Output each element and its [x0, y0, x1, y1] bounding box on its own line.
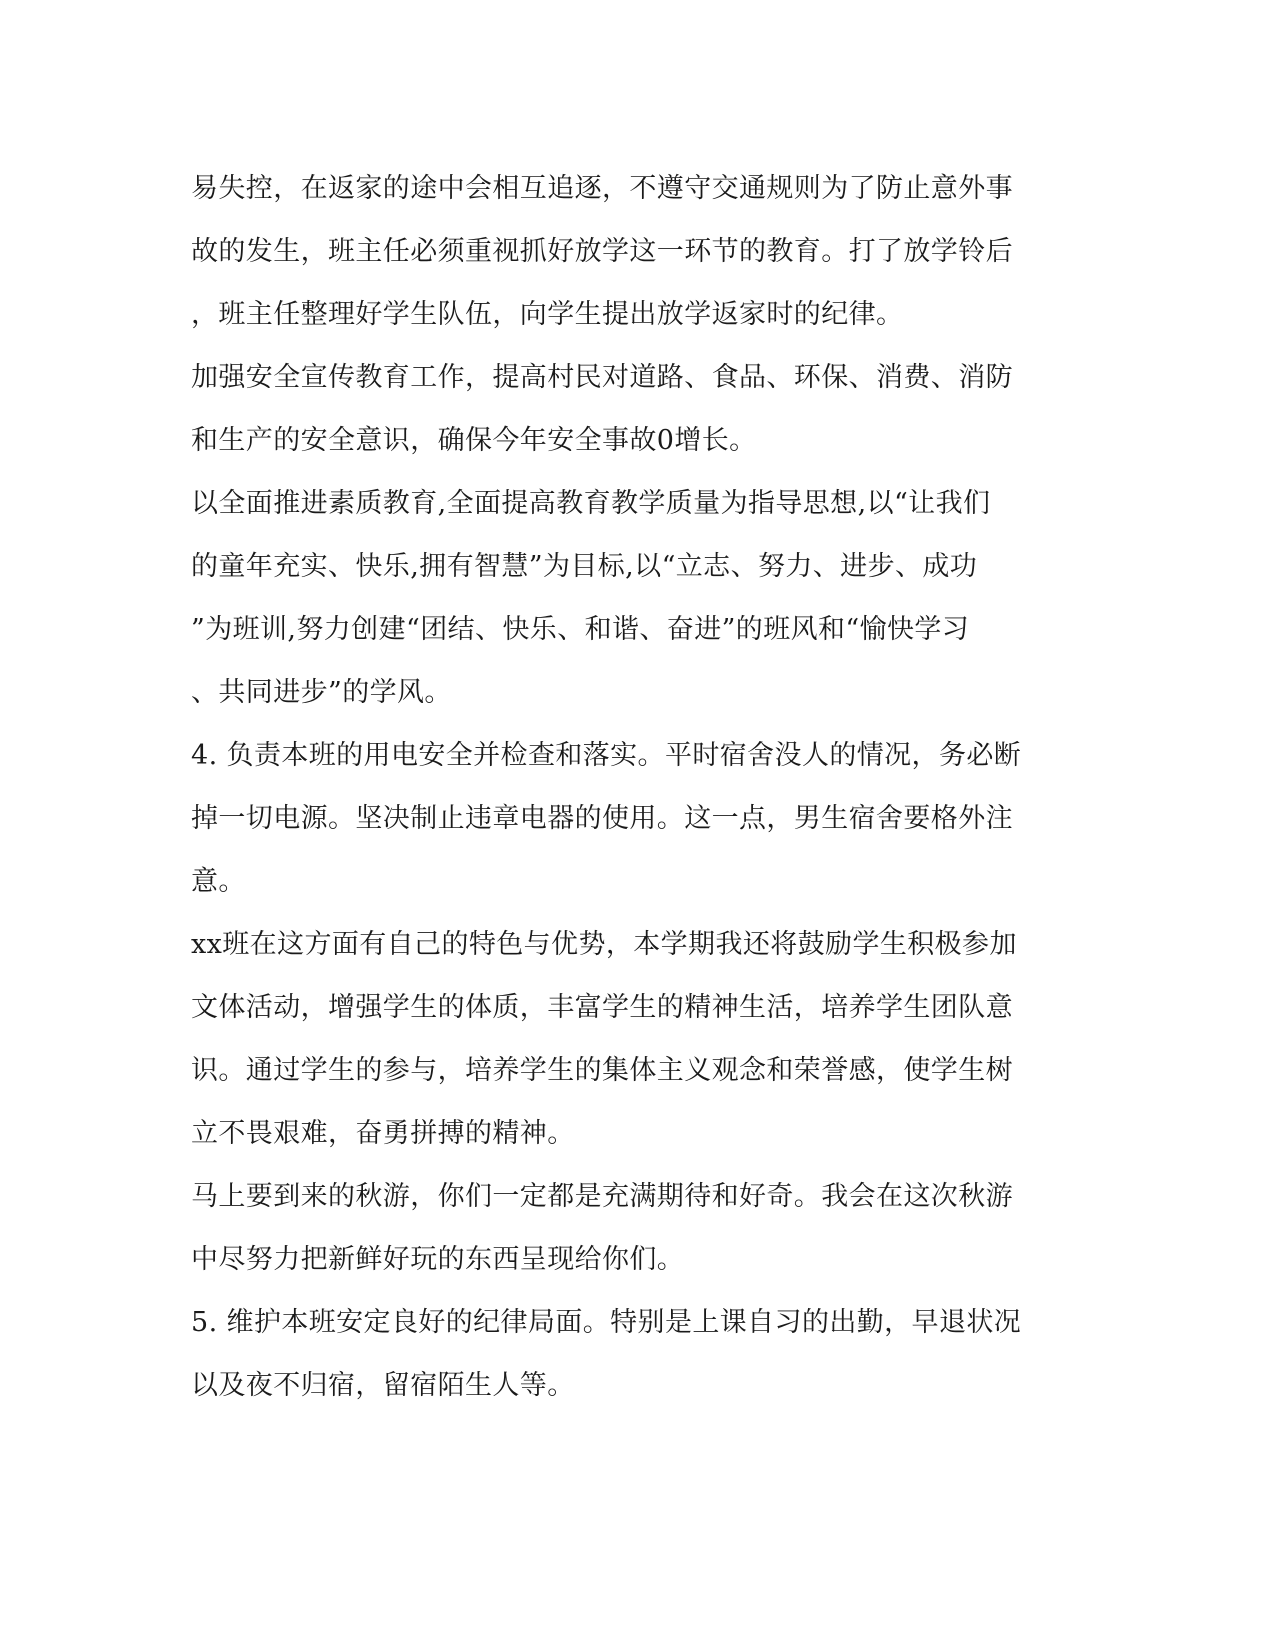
text-line: 易失控，在返家的途中会相互追逐，不遵守交通规则为了防止意外事 — [191, 173, 1013, 204]
text-line: 加强安全宣传教育工作，提高村民对道路、食品、环保、消费、消防 — [191, 362, 1013, 393]
text-line: 意。 — [191, 866, 246, 897]
paragraph-2 — [191, 346, 1071, 472]
text-line: xx班在这方面有自己的特色与优势，本学期我还将鼓励学生积极参加 — [191, 929, 1017, 960]
paragraph-5 — [191, 913, 1071, 1165]
text-line: 以全面推进素质教育,全面提高教育教学质量为指导思想,以“让我们 — [191, 488, 991, 519]
text-line: ，班主任整理好学生队伍，向学生提出放学返家时的纪律。 — [191, 299, 904, 330]
text-line: 马上要到来的秋游，你们一定都是充满期待和好奇。我会在这次秋游 — [191, 1181, 1013, 1212]
text-line: 立不畏艰难，奋勇拼搏的精神。 — [191, 1118, 575, 1149]
paragraph-3 — [191, 472, 1071, 724]
paragraph-4 — [191, 724, 1071, 913]
text-line: 和生产的安全意识，确保今年安全事故0增长。 — [191, 425, 757, 456]
paragraph-1 — [191, 157, 1071, 346]
text-line: 识。通过学生的参与，培养学生的集体主义观念和荣誉感，使学生树 — [191, 1055, 1013, 1086]
text-line: 5. 维护本班安定良好的纪律局面。特别是上课自习的出勤，早退状况 — [191, 1307, 1022, 1338]
document-body — [191, 157, 1071, 1417]
text-line: 4. 负责本班的用电安全并检查和落实。平时宿舍没人的情况，务必断 — [191, 740, 1022, 771]
text-line: 、共同进步”的学风。 — [191, 677, 452, 708]
text-line: 的童年充实、快乐,拥有智慧”为目标,以“立志、努力、进步、成功 — [191, 551, 978, 582]
text-line: 掉一切电源。坚决制止违章电器的使用。这一点，男生宿舍要格外注 — [191, 803, 1013, 834]
paragraph-7 — [191, 1291, 1071, 1417]
text-line: 中尽努力把新鲜好玩的东西呈现给你们。 — [191, 1244, 685, 1275]
text-line: 文体活动，增强学生的体质，丰富学生的精神生活，培养学生团队意 — [191, 992, 1013, 1023]
paragraph-6 — [191, 1165, 1071, 1291]
text-line: 故的发生，班主任必须重视抓好放学这一环节的教育。打了放学铃后 — [191, 236, 1013, 267]
text-line: ”为班训,努力创建“团结、快乐、和谐、奋进”的班风和“愉快学习 — [191, 614, 970, 645]
text-line: 以及夜不归宿，留宿陌生人等。 — [191, 1370, 575, 1401]
